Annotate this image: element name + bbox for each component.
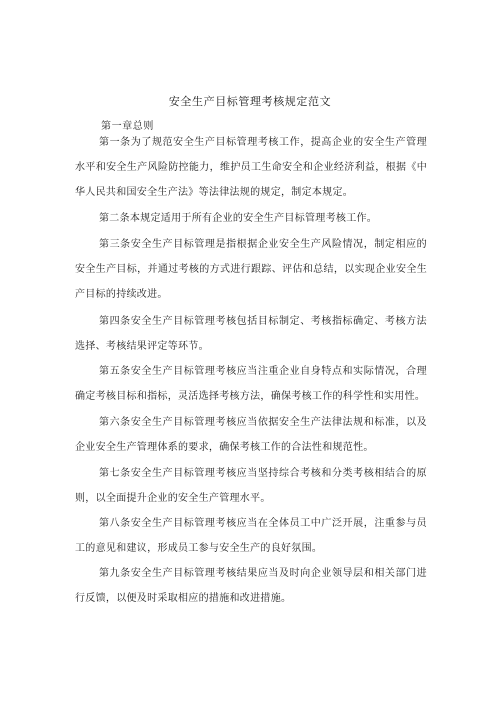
article-1: 第一条为了规范安全生产目标管理考核工作，提高企业的安全生产管理水平和安全生产风险防控能力，维护员工生命安全和企业经济利益，根据《中华人民共和国安全生产法》等法律法规的规定，制定本规定。 bbox=[75, 137, 427, 198]
article-5: 第五条安全生产目标管理考核应当注重企业自身特点和实际情况，合理确定考核目标和指标，灵活选择考核方法，确保考核工作的科学性和实用性。 bbox=[75, 366, 427, 402]
article-6: 第六条安全生产目标管理考核应当依据安全生产法律法规和标准，以及企业安全生产管理体系的要求，确保考核工作的合法性和规范性。 bbox=[75, 417, 427, 453]
article-4: 第四条安全生产目标管理考核包括目标制定、考核指标确定、考核方法选择、考核结果评定等环节。 bbox=[75, 316, 427, 352]
article-3: 第三条安全生产目标管理是指根据企业安全生产风险情况，制定相应的安全生产目标，并通过考核的方式进行跟踪、评估和总结，以实现企业安全生产目标的持续改进。 bbox=[75, 239, 427, 300]
article-2: 第二条本规定适用于所有企业的安全生产目标管理考核工作。 bbox=[99, 213, 378, 224]
document-title: 安全生产目标管理考核规定范文 bbox=[168, 95, 332, 108]
article-7: 第七条安全生产目标管理考核应当坚持综合考核和分类考核相结合的原则，以全面提升企业的安全生产管理水平。 bbox=[75, 468, 427, 504]
article-8: 第八条安全生产目标管理考核应当在全体员工中广泛开展，注重参与员工的意见和建议，形成员工参与安全生产的良好氛围。 bbox=[75, 518, 427, 554]
chapter-heading: 第一章总则 bbox=[101, 121, 154, 132]
article-9: 第九条安全生产目标管理考核结果应当及时向企业领导层和相关部门进行反馈，以便及时采取相应的措施和改进措施。 bbox=[75, 568, 427, 604]
